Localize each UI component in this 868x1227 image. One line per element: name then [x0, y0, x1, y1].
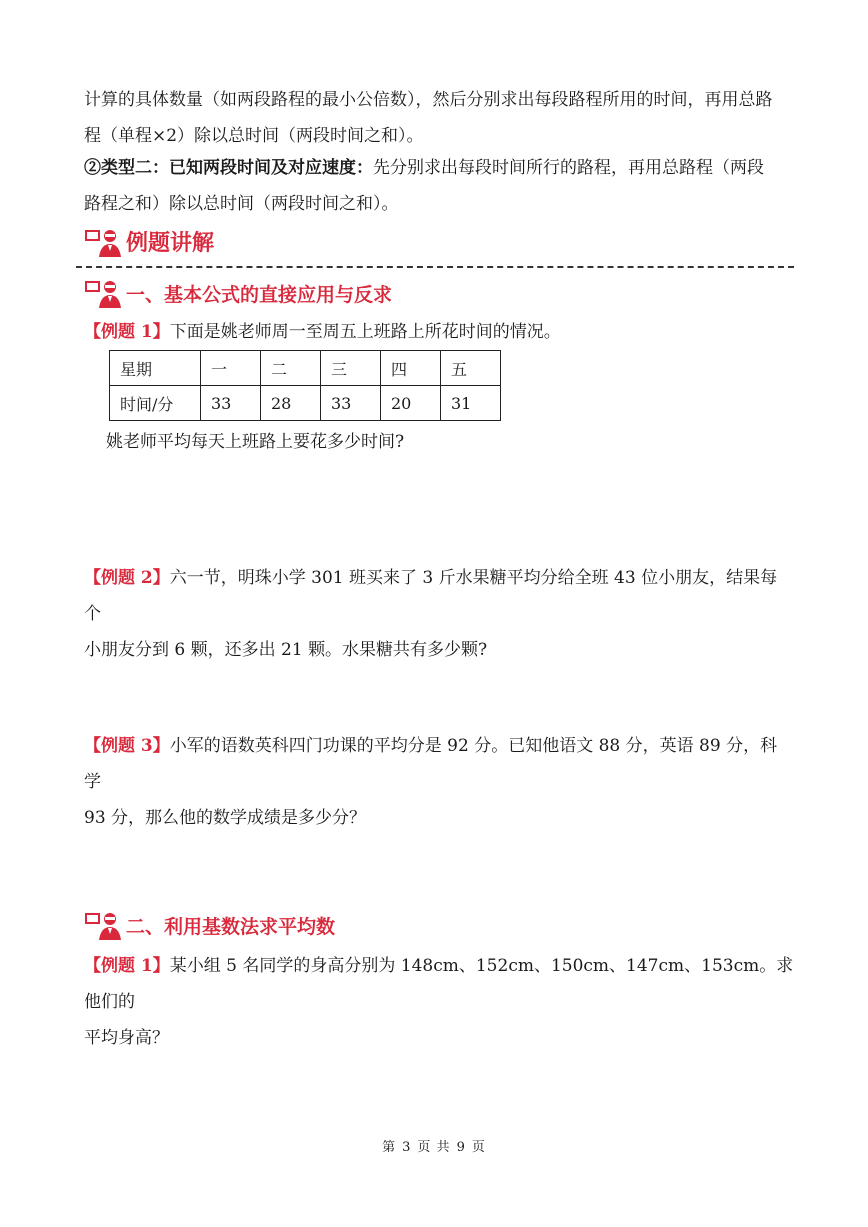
table-cell: 20: [381, 386, 441, 421]
teacher-icon: [84, 278, 122, 308]
table-cell: 31: [441, 386, 501, 421]
subheading-1-title: 一、基本公式的直接应用与反求: [126, 283, 393, 306]
example-base-1-line-2: 平均身高？: [84, 1028, 169, 1048]
section-title: 例题讲解: [126, 230, 215, 256]
example-1-question: [106, 424, 796, 460]
page-footer: [0, 1136, 868, 1155]
example-2: [84, 560, 794, 668]
table-cell: 一: [201, 351, 261, 386]
table-row: [110, 351, 501, 386]
footer-current-page: 3: [402, 1140, 412, 1155]
table-cell: 二: [261, 351, 321, 386]
example-base-1-label: 【例题 1】: [84, 956, 170, 976]
example-3: [84, 728, 794, 836]
type2-text-b: 路程之和）除以总时间（两段时间之和）。: [84, 194, 399, 214]
teacher-icon: [84, 227, 122, 257]
table-cell: 时间/分: [110, 386, 201, 421]
intro-line-1: 计算的具体数量（如两段路程的最小公倍数），然后分别求出每段路程所用的时间，再用总路: [84, 90, 773, 110]
table-cell: 33: [321, 386, 381, 421]
table-cell: 三: [321, 351, 381, 386]
footer-middle: 页 共: [417, 1140, 451, 1155]
example-1-text: 下面是姚老师周一至周五上班路上所花时间的情况。: [169, 322, 561, 342]
example-3-line-2: 93 分，那么他的数学成绩是多少分？: [84, 808, 367, 828]
subheading-base-method: [84, 910, 335, 940]
table-cell: 四: [381, 351, 441, 386]
subheading-2-title: 二、利用基数法求平均数: [126, 915, 336, 938]
section-heading-examples: [84, 226, 214, 257]
table-cell: 五: [441, 351, 501, 386]
type2-label: ②类型二：已知两段时间及对应速度：: [84, 158, 373, 178]
table-cell: 33: [201, 386, 261, 421]
subheading-basic-formula: [84, 278, 392, 308]
example-2-line-1: 六一节，明珠小学 301 班买来了 3 斤水果糖平均分给全班 43 位小朋友，结果每个: [84, 568, 778, 624]
example-base-1: [84, 948, 794, 1056]
footer-suffix: 页: [471, 1140, 486, 1155]
time-table: [109, 350, 501, 421]
intro-line-2: 程（单程×2）除以总时间（两段时间之和）。: [84, 126, 424, 146]
example-base-1-line-1: 某小组 5 名同学的身高分别为 148cm、152cm、150cm、147cm、153cm。求他们的: [84, 956, 794, 1012]
intro-paragraph: [84, 82, 794, 154]
footer-total-pages: 9: [456, 1140, 466, 1155]
teacher-icon: [84, 910, 122, 940]
type2-text-a: 先分别求出每段时间所行的路程，再用总路程（两段: [373, 158, 764, 178]
table-cell: 星期: [110, 351, 201, 386]
table-cell: 28: [261, 386, 321, 421]
type2-paragraph: [84, 150, 794, 222]
section-divider: [76, 266, 794, 268]
example-2-label: 【例题 2】: [84, 568, 170, 588]
example-3-line-1: 小军的语数英科四门功课的平均分是 92 分。已知他语文 88 分，英语 89 分，科学: [84, 736, 778, 792]
footer-prefix: 第: [382, 1140, 397, 1155]
table-row: [110, 386, 501, 421]
example-1-label: 【例题 1】: [84, 322, 170, 342]
example-2-line-2: 小朋友分到 6 颗，还多出 21 颗。水果糖共有多少颗?: [84, 640, 488, 660]
example-3-label: 【例题 3】: [84, 736, 170, 756]
example-1-intro: [84, 314, 794, 350]
example-1-question-text: 姚老师平均每天上班路上要花多少时间?: [106, 432, 405, 452]
